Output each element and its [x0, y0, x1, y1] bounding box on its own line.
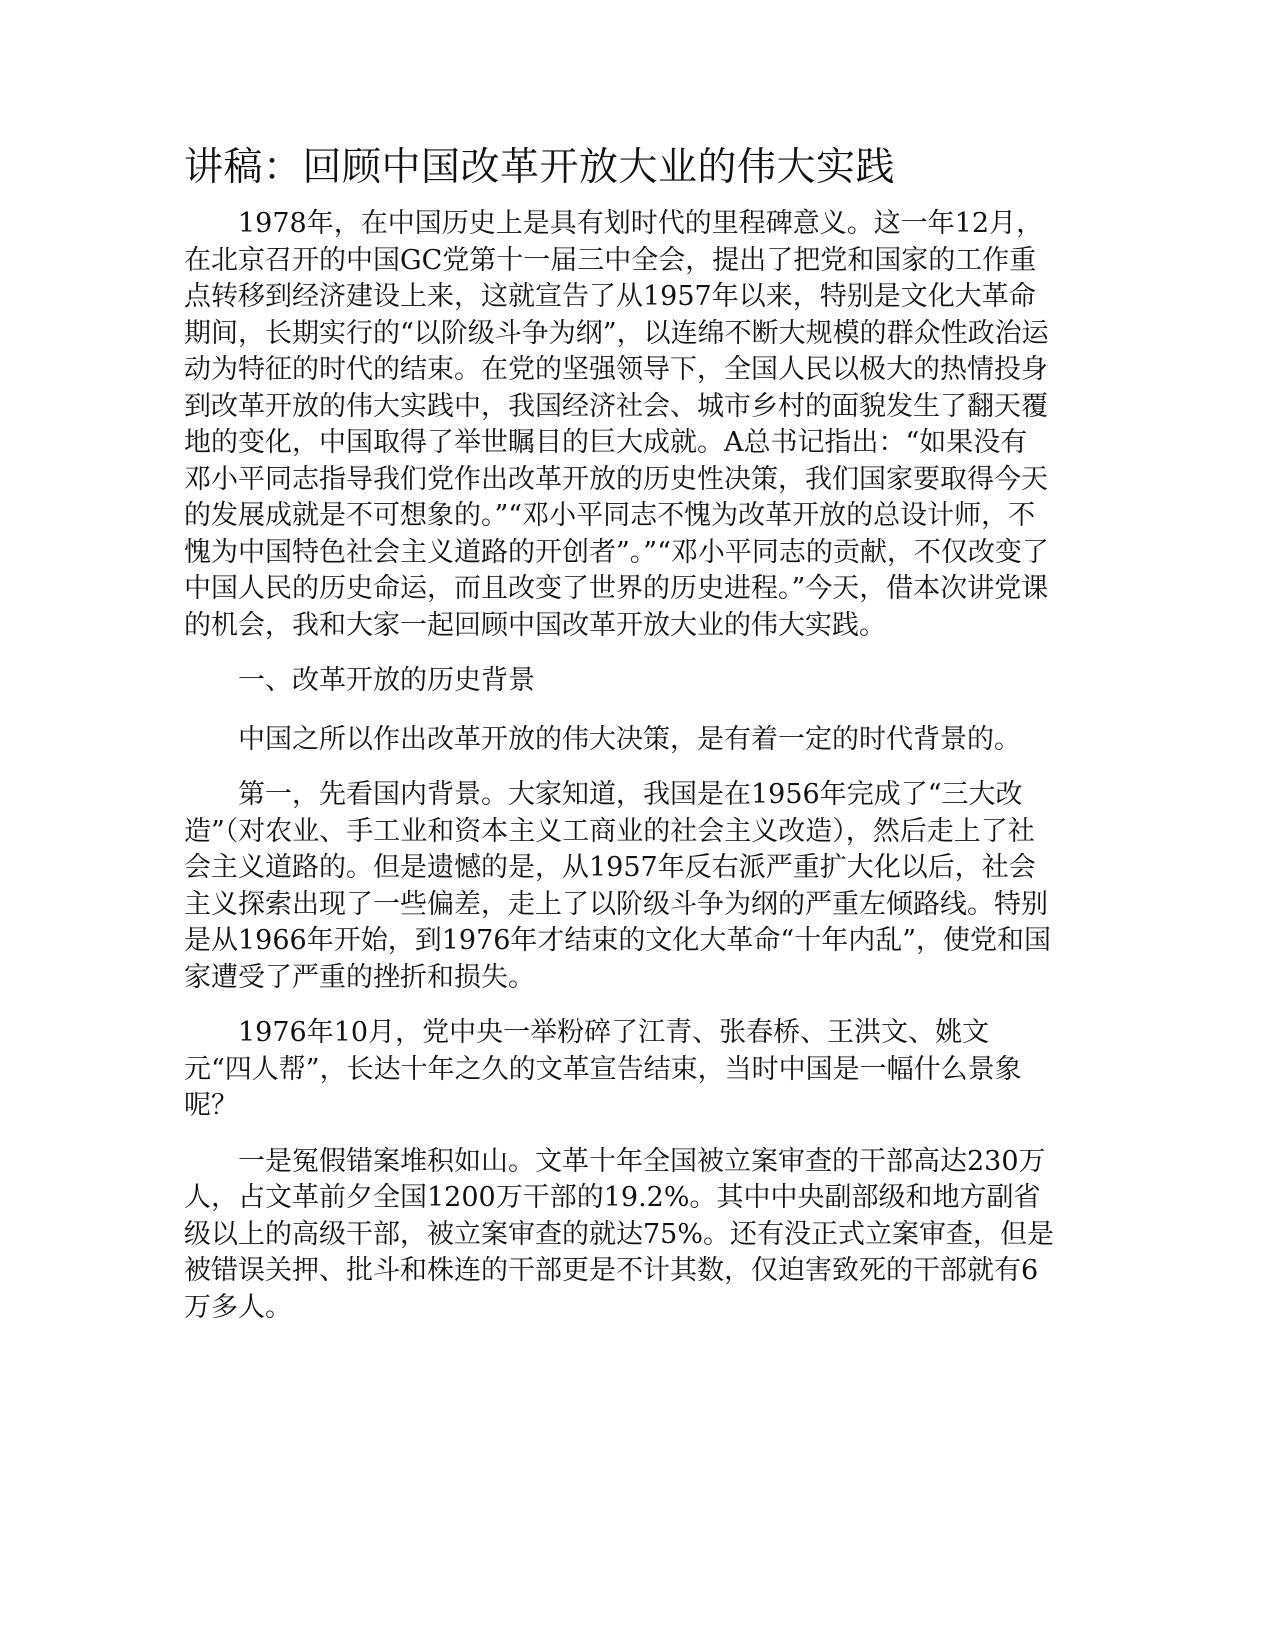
- document-body: [184, 140, 1054, 1345]
- body-paragraph: 1976年10月，党中央一举粉碎了江青、张春桥、王洪文、姚文元“四人帮”，长达十年之久的文革宣告结束，当时中国是一幅什么景象呢？: [184, 1017, 1022, 1121]
- intro-paragraph: 1978年，在中国历史上是具有划时代的里程碑意义。这一年12月，在北京召开的中国GC党第十一届三中全会，提出了把党和国家的工作重点转移到经济建设上来，这就宣告了从1957年以来，特别是文化大革命期间，长期实行的“以阶级斗争为纲”，以连绵不断大规模的群众性政治运动为特征的时代的结束。在党的坚强领导下，全国人民以极大的热情投身到改革开放的伟大实践中，我国经济社会、城市乡村的面貌发生了翻天覆地的变化，中国取得了举世瞩目的巨大成就。A总书记指出：“如果没有邓小平同志指导我们党作出改革开放的历史性决策，我们国家要取得今天的发展成就是不可想象的。”“邓小平同志不愧为改革开放的总设计师，不愧为中国特色社会主义道路的开创者”。”“邓小平同志的贡献，不仅改变了中国人民的历史命运，而且改变了世界的历史进程。”今天，借本次讲党课的机会，我和大家一起回顾中国改革开放大业的伟大实践。: [184, 208, 1049, 641]
- body-paragraph: 第一，先看国内背景。大家知道，我国是在1956年完成了“三大改造”（对农业、手工业和资本主义工商业的社会主义改造），然后走上了社会主义道路的。但是遗憾的是，从1957年反右派严重扩大化以后，社会主义探索出现了一些偏差，走上了以阶级斗争为纲的严重左倾路线。特别是从1966年开始，到1976年才结束的文化大革命“十年内乱”，使党和国家遭受了严重的挫折和损失。: [184, 779, 1052, 993]
- document-title: 讲稿：回顾中国改革开放大业的伟大实践: [184, 145, 896, 190]
- section-heading: 一、改革开放的历史背景: [238, 665, 535, 696]
- body-paragraph: 一是冤假错案堆积如山。文革十年全国被立案审查的干部高达230万人，占文革前夕全国1200万干部的19.2%。其中中央副部级和地方副省级以上的高级干部，被立案审查的就达75%。还有没正式立案审查，但是被错误关押、批斗和株连的干部更是不计其数，仅迫害致死的干部就有6万多人。: [184, 1145, 1055, 1323]
- body-paragraph: 中国之所以作出改革开放的伟大决策，是有着一定的时代背景的。: [238, 723, 1021, 755]
